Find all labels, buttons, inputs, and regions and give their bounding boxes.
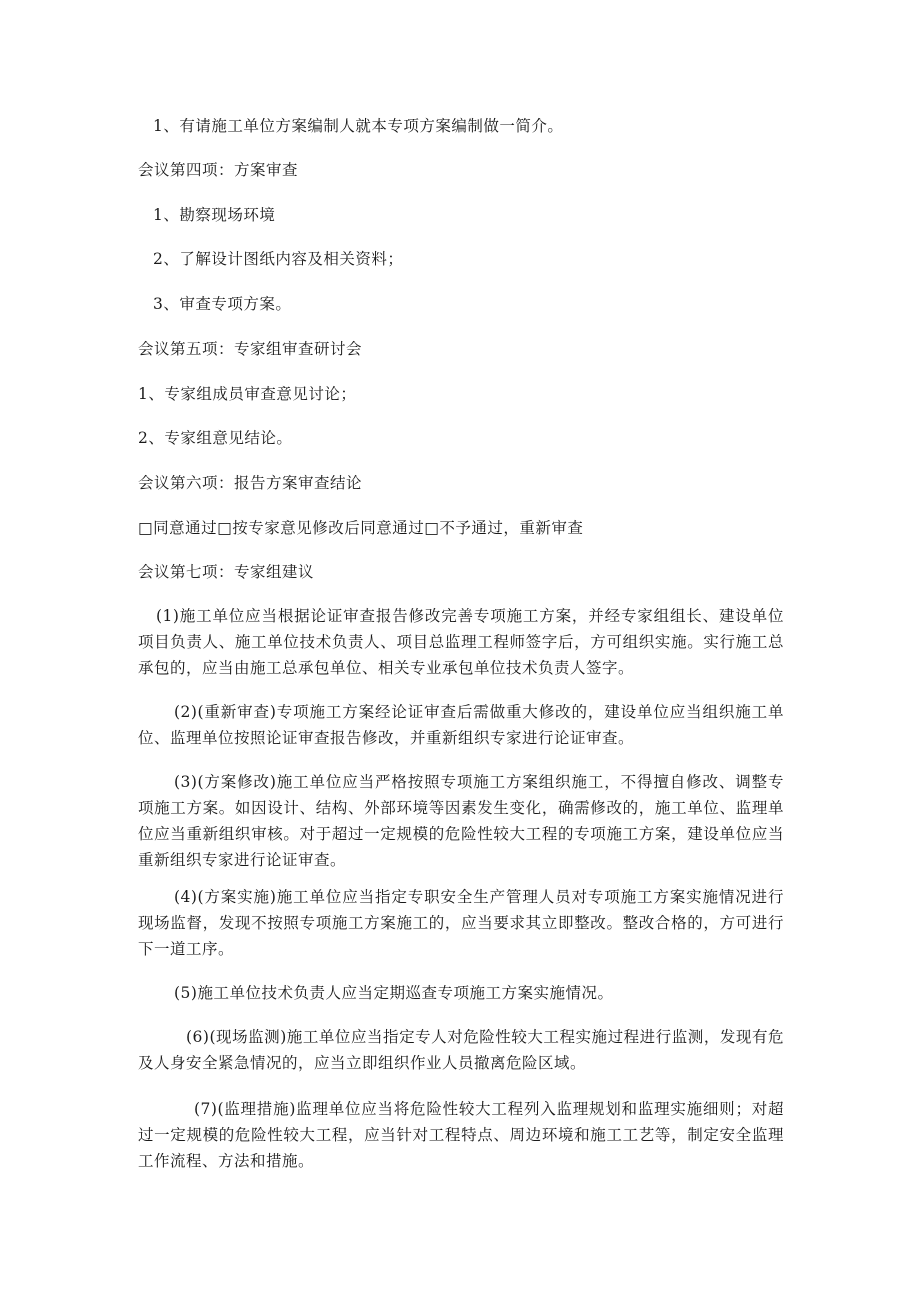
recommendation-text-6: (6)(现场监测)施工单位应当指定专人对危险性较大工程实施过程进行监测，发现有危及人身安全紧急情况的，应当立即组织作业人员撤离危险区域。: [138, 1028, 784, 1072]
recommendation-paragraph-6: [138, 1024, 784, 1076]
recommendation-paragraph-7: [138, 1096, 784, 1174]
recommendation-paragraph-1: [138, 603, 784, 681]
intro-item: 1、有请施工单位方案编制人就本专项方案编制做一简介。: [153, 117, 564, 135]
section4-item-1: 1、勘察现场环境: [153, 206, 276, 224]
section6-options: □同意通过□按专家意见修改后同意通过□不予通过，重新审查: [138, 519, 584, 537]
recommendation-paragraph-2: [138, 699, 784, 751]
section4-item-3: 3、审查专项方案。: [153, 295, 292, 313]
section5-item-2: 2、专家组意见结论。: [138, 429, 293, 447]
recommendation-text-3: (3)(方案修改)施工单位应当严格按照专项施工方案组织施工，不得擅自修改、调整专项施工方案。如因设计、结构、外部环境等因素发生变化，确需修改的，施工单位、监理单位应当重新组织审核。对于超过一定规模的危险性较大工程的专项施工方案，建设单位应当重新组织专家进行论证审查。: [138, 773, 784, 869]
section7-heading: 会议第七项：专家组建议: [138, 563, 315, 581]
section5-item-1: 1、专家组成员审查意见讨论；: [138, 385, 357, 403]
recommendation-paragraph-3: [138, 769, 784, 873]
recommendation-text-4: (4)(方案实施)施工单位应当指定专职安全生产管理人员对专项施工方案实施情况进行现场监督，发现不按照专项施工方案施工的，应当要求其立即整改。整改合格的，方可进行下一道工序。: [138, 888, 784, 958]
section6-heading: 会议第六项：报告方案审查结论: [138, 474, 363, 492]
section5-heading: 会议第五项：专家组审查研讨会: [138, 340, 363, 358]
recommendation-text-7: (7)(监理措施)监理单位应当将危险性较大工程列入监理规划和监理实施细则；对超过一定规模的危险性较大工程，应当针对工程特点、周边环境和施工工艺等，制定安全监理工作流程、方法和措施。: [138, 1100, 784, 1170]
recommendation-paragraph-5: [138, 980, 784, 1006]
recommendation-paragraph-4: [138, 884, 784, 962]
recommendation-text-1: (1)施工单位应当根据论证审查报告修改完善专项施工方案，并经专家组组长、建设单位项目负责人、施工单位技术负责人、项目总监理工程师签字后，方可组织实施。实行施工总承包的，应当由施工总承包单位、相关专业承包单位技术负责人签字。: [138, 607, 784, 677]
recommendation-text-5: (5)施工单位技术负责人应当定期巡查专项施工方案实施情况。: [174, 984, 614, 1002]
section4-heading: 会议第四项：方案审查: [138, 161, 299, 179]
recommendation-text-2: (2)(重新审查)专项施工方案经论证审查后需做重大修改的，建设单位应当组织施工单位、监理单位按照论证审查报告修改，并重新组织专家进行论证审查。: [138, 703, 784, 747]
section4-item-2: 2、了解设计图纸内容及相关资料；: [153, 250, 404, 268]
